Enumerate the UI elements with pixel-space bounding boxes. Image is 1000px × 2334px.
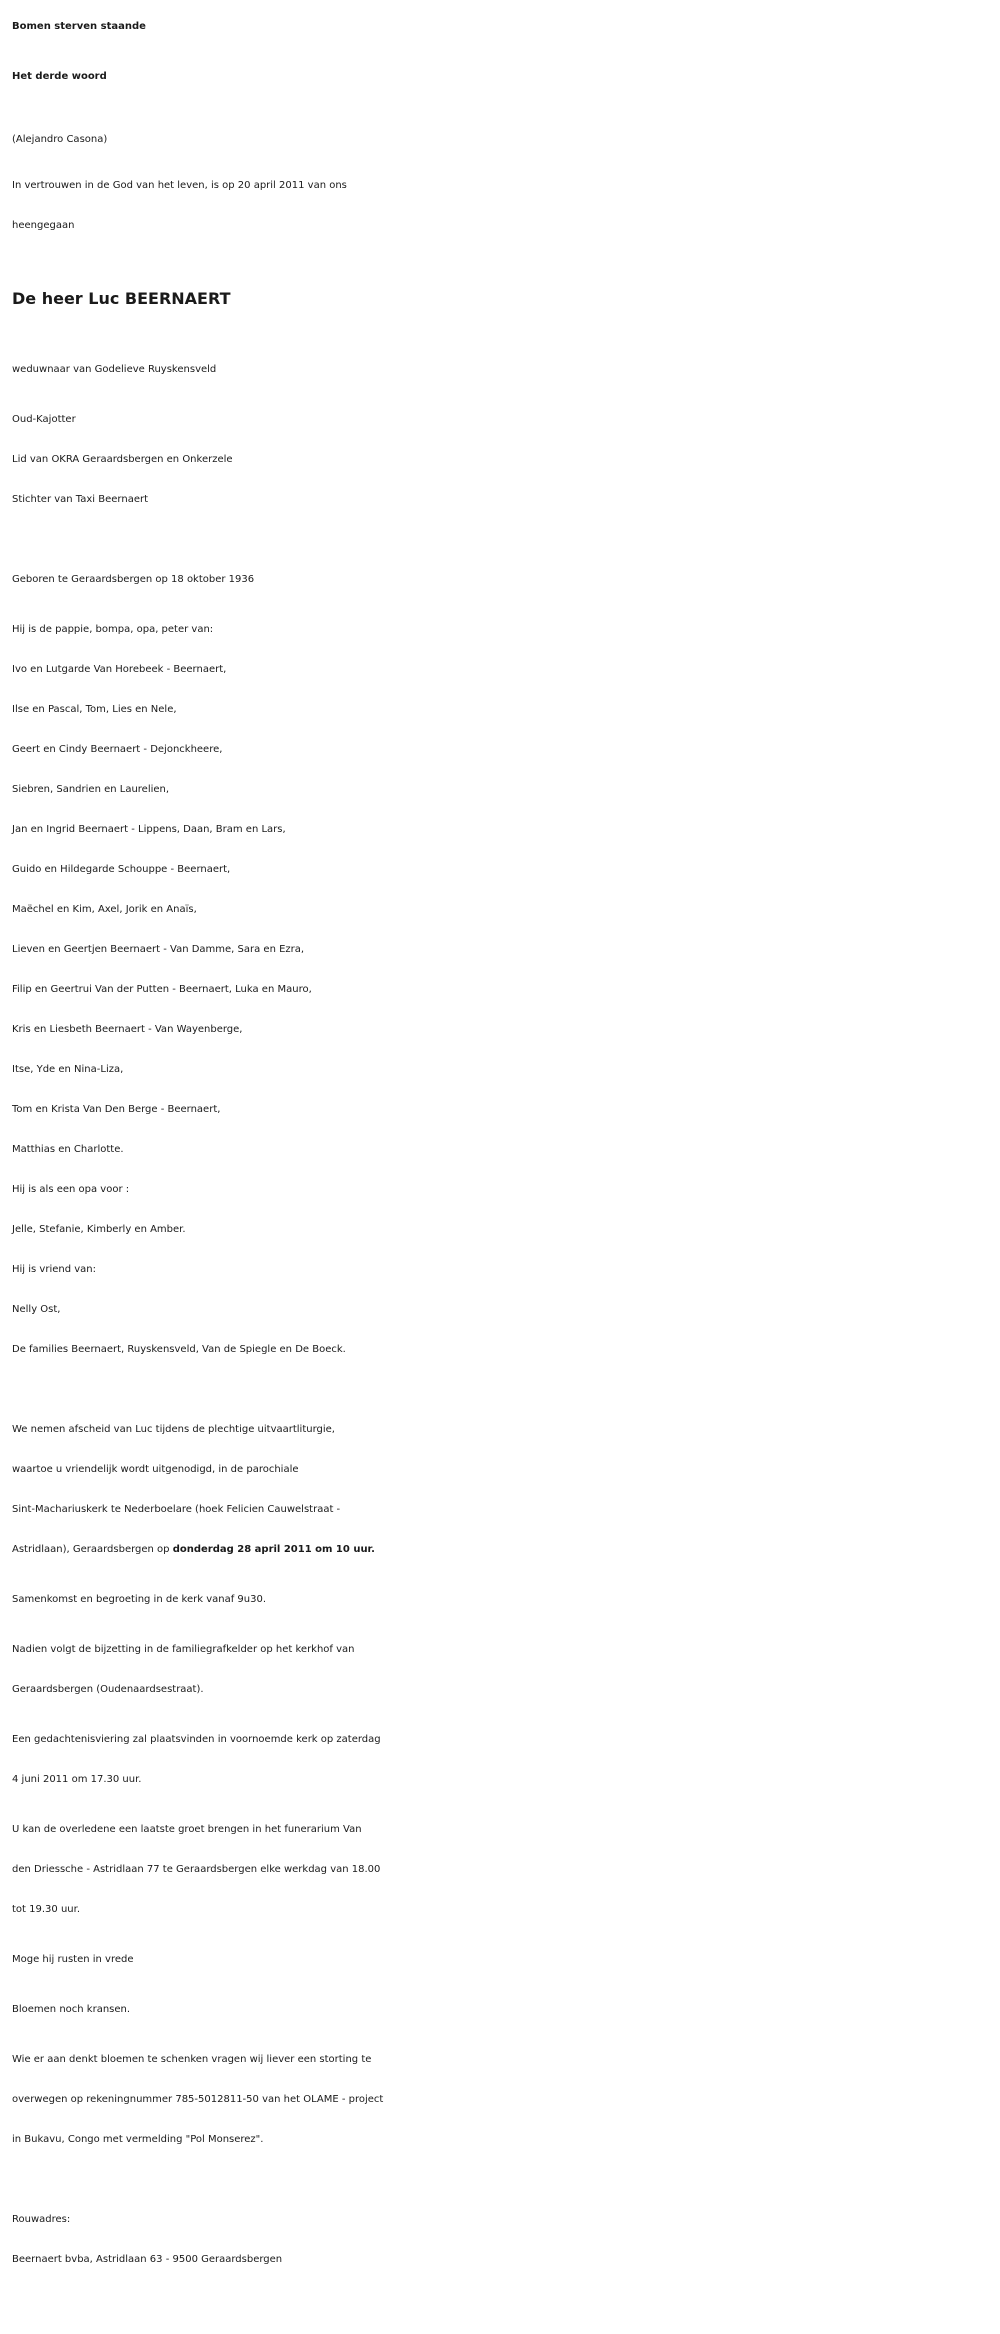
- gathering-paragraph: [12, 1580, 998, 1620]
- gathering-line: Samenkomst en begroeting in de kerk vanaf 9u30.: [12, 1594, 267, 1605]
- family-line: Matthias en Charlotte.: [12, 1144, 124, 1155]
- header-line-2: Het derde woord: [12, 71, 107, 82]
- flowers-line: Bloemen noch kransen.: [12, 2004, 131, 2015]
- family-line: Lieven en Geertjen Beernaert - Van Damme, Sara en Ezra,: [12, 944, 305, 955]
- visit-paragraph: [12, 1810, 998, 1930]
- deceased-name: De heer Luc BEERNAERT: [12, 289, 231, 308]
- memorial-paragraph: [12, 1720, 998, 1800]
- donation-line: in Bukavu, Congo met vermelding "Pol Monserez".: [12, 2134, 264, 2145]
- role-item: Lid van OKRA Geraardsbergen en Onkerzele: [12, 454, 233, 465]
- family-line: Ilse en Pascal, Tom, Lies en Nele,: [12, 704, 177, 715]
- burial-line: Geraardsbergen (Oudenaardsestraat).: [12, 1684, 204, 1695]
- family-line: De families Beernaert, Ruyskensveld, Van de Spiegle en De Boeck.: [12, 1344, 346, 1355]
- family-line: Jan en Ingrid Beernaert - Lippens, Daan, Bram en Lars,: [12, 824, 286, 835]
- intro-line: heengegaan: [12, 220, 75, 231]
- farewell-line: We nemen afscheid van Luc tijdens de plechtige uitvaartliturgie,: [12, 1424, 335, 1435]
- funeral-date: donderdag 28 april 2011 om 10 uur.: [172, 1544, 375, 1555]
- role-item: Stichter van Taxi Beernaert: [12, 494, 149, 505]
- address-value: Beernaert bvba, Astridlaan 63 - 9500 Geraardsbergen: [12, 2254, 283, 2265]
- rest-line: Moge hij rusten in vrede: [12, 1954, 134, 1965]
- family-line: Ivo en Lutgarde Van Horebeek - Beernaert,: [12, 664, 227, 675]
- birth-line: Geboren te Geraardsbergen op 18 oktober 1936: [12, 574, 255, 585]
- widower-line: weduwnaar van Godelieve Ruyskensveld: [12, 364, 217, 375]
- intro-paragraph: [12, 166, 998, 246]
- visit-line: tot 19.30 uur.: [12, 1904, 80, 1915]
- visit-line: den Driessche - Astridlaan 77 te Geraardsbergen elke werkdag van 18.00: [12, 1864, 381, 1875]
- quote-author: (Alejandro Casona): [12, 134, 108, 145]
- farewell-location: Astridlaan), Geraardsbergen op: [12, 1544, 173, 1555]
- family-line: Filip en Geertrui Van der Putten - Beernaert, Luka en Mauro,: [12, 984, 312, 995]
- donation-line: Wie er aan denkt bloemen te schenken vragen wij liever een storting te: [12, 2054, 372, 2065]
- rest-paragraph: [12, 1940, 998, 1980]
- family-line: Nelly Ost,: [12, 1304, 61, 1315]
- family-line: Siebren, Sandrien en Laurelien,: [12, 784, 170, 795]
- family-line: Tom en Krista Van Den Berge - Beernaert,: [12, 1104, 221, 1115]
- roles-list: [12, 400, 998, 520]
- family-line: Jelle, Stefanie, Kimberly en Amber.: [12, 1224, 186, 1235]
- visit-line: U kan de overledene een laatste groet brengen in het funerarium Van: [12, 1824, 362, 1835]
- burial-paragraph: [12, 1630, 998, 1710]
- burial-line: Nadien volgt de bijzetting in de familiegrafkelder op het kerkhof van: [12, 1644, 355, 1655]
- obituary-document: [12, 0, 998, 2280]
- farewell-line: Sint-Machariuskerk te Nederboelare (hoek Felicien Cauwelstraat -: [12, 1504, 341, 1515]
- family-line: Hij is de pappie, bompa, opa, peter van:: [12, 624, 214, 635]
- family-list: [12, 610, 998, 1370]
- flowers-paragraph: [12, 1990, 998, 2030]
- family-line: Guido en Hildegarde Schouppe - Beernaert,: [12, 864, 231, 875]
- farewell-line: [12, 1530, 998, 1570]
- header-line-1: Bomen sterven staande: [12, 21, 146, 32]
- address-label: Rouwadres:: [12, 2214, 71, 2225]
- donation-line: overwegen op rekeningnummer 785-5012811-50 van het OLAME - project: [12, 2094, 384, 2105]
- family-line: Hij is als een opa voor :: [12, 1184, 130, 1195]
- farewell-line: waartoe u vriendelijk wordt uitgenodigd, in de parochiale: [12, 1464, 299, 1475]
- family-line: Itse, Yde en Nina-Liza,: [12, 1064, 124, 1075]
- family-line: Geert en Cindy Beernaert - Dejonckheere,: [12, 744, 223, 755]
- memorial-line: 4 juni 2011 om 17.30 uur.: [12, 1774, 142, 1785]
- memorial-line: Een gedachtenisviering zal plaatsvinden in voornoemde kerk op zaterdag: [12, 1734, 381, 1745]
- family-line: Kris en Liesbeth Beernaert - Van Wayenberge,: [12, 1024, 243, 1035]
- address-block: [12, 2200, 998, 2280]
- family-line: Hij is vriend van:: [12, 1264, 96, 1275]
- intro-line: In vertrouwen in de God van het leven, is op 20 april 2011 van ons: [12, 180, 347, 191]
- donation-paragraph: [12, 2040, 998, 2160]
- family-line: Maëchel en Kim, Axel, Jorik en Anaïs,: [12, 904, 197, 915]
- role-item: Oud-Kajotter: [12, 414, 76, 425]
- farewell-paragraph: [12, 1410, 998, 1570]
